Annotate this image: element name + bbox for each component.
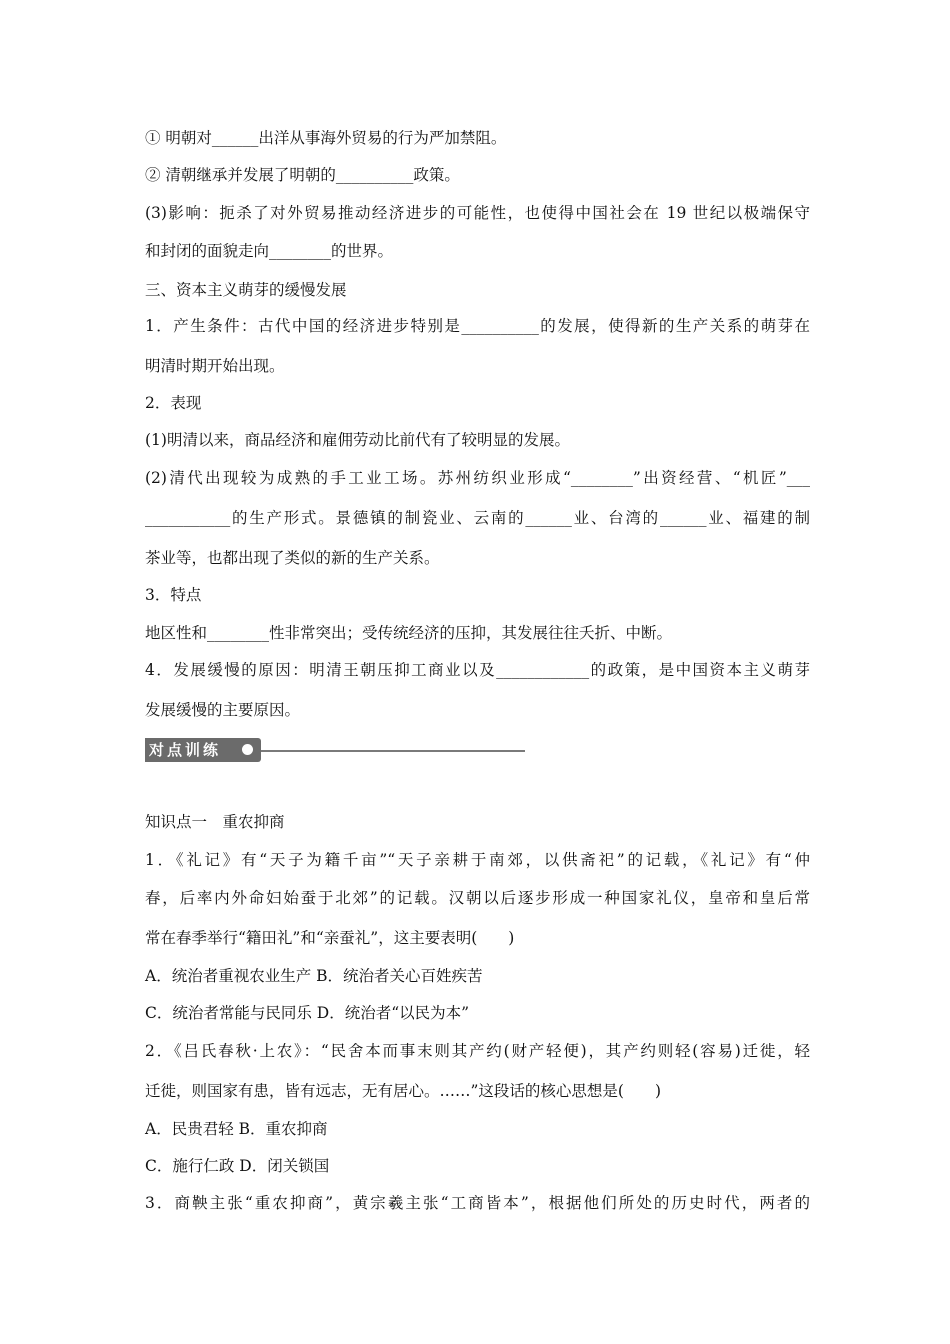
text-line: 和封闭的面貌走向________的世界。 [145,242,394,260]
question-line: 1．《礼记》有“天子为籍千亩”“天子亲耕于南郊，以供斋祀”的记载，《礼记》有“仲 [145,851,810,869]
question-line: 3．商鞅主张“重农抑商”，黄宗羲主张“工商皆本”，根据他们所处的历史时代，两者的 [145,1194,810,1212]
text-line: (3)影响：扼杀了对外贸易推动经济进步的可能性，也使得中国社会在 19 世纪以极端保守 [145,204,810,222]
banner-box [145,738,261,762]
text-line: ① 明朝对______出洋从事海外贸易的行为严加禁阻。 [145,129,507,147]
text-line: 4．发展缓慢的原因：明清王朝压抑工商业以及____________的政策，是中国资本主义萌芽 [145,661,810,679]
text-line: ___________的生产形式。景德镇的制瓷业、云南的______业、台湾的______业、福建的制 [145,509,810,527]
question-line: 春，后率内外命妇始蚕于北郊”的记载。汉朝以后逐步形成一种国家礼仪，皇帝和皇后常 [145,889,810,907]
section-banner [145,738,525,762]
option-line: C．统治者常能与民同乐 D．统治者“以民为本” [145,1004,470,1022]
text-line: 2．表现 [145,394,202,412]
text-line: 1．产生条件：古代中国的经济进步特别是__________的发展，使得新的生产关系的萌芽在 [145,317,810,335]
banner-rule [261,750,525,752]
option-line: C．施行仁政 D．闭关锁国 [145,1157,330,1175]
text-line: 地区性和________性非常突出；受传统经济的压抑，其发展往往夭折、中断。 [145,624,673,642]
option-line: A．统治者重视农业生产 B．统治者关心百姓疾苦 [145,967,483,985]
section-heading: 三、资本主义萌芽的缓慢发展 [145,281,347,299]
text-line: 明清时期开始出现。 [145,357,285,375]
text-line: (2)清代出现较为成熟的手工业工场。苏州纺织业形成“________”出资经营、“机匠”___ [145,469,810,487]
text-line: (1)明清以来，商品经济和雇佣劳动比前代有了较明显的发展。 [145,431,570,449]
option-line: A．民贵君轻 B．重农抑商 [145,1120,328,1138]
text-line: 茶业等，也都出现了类似的新的生产关系。 [145,549,440,567]
text-line: ② 清朝继承并发展了明朝的__________政策。 [145,166,460,184]
question-line: 2．《吕氏春秋·上农》：“民舍本而事末则其产约(财产轻便)，其产约则轻(容易)迁徙，轻 [145,1042,810,1060]
banner-label: 对点训练 [149,741,222,759]
text-line: 3．特点 [145,586,202,604]
question-line: 迁徙，则国家有患，皆有远志，无有居心。……”这段话的核心思想是( ) [145,1082,662,1100]
text-line: 发展缓慢的主要原因。 [145,701,301,719]
knowledge-point-heading: 知识点一 重农抑商 [145,813,285,831]
question-line: 常在春季举行“籍田礼”和“亲蚕礼”，这主要表明( ) [145,929,515,947]
dot-icon [242,744,253,755]
